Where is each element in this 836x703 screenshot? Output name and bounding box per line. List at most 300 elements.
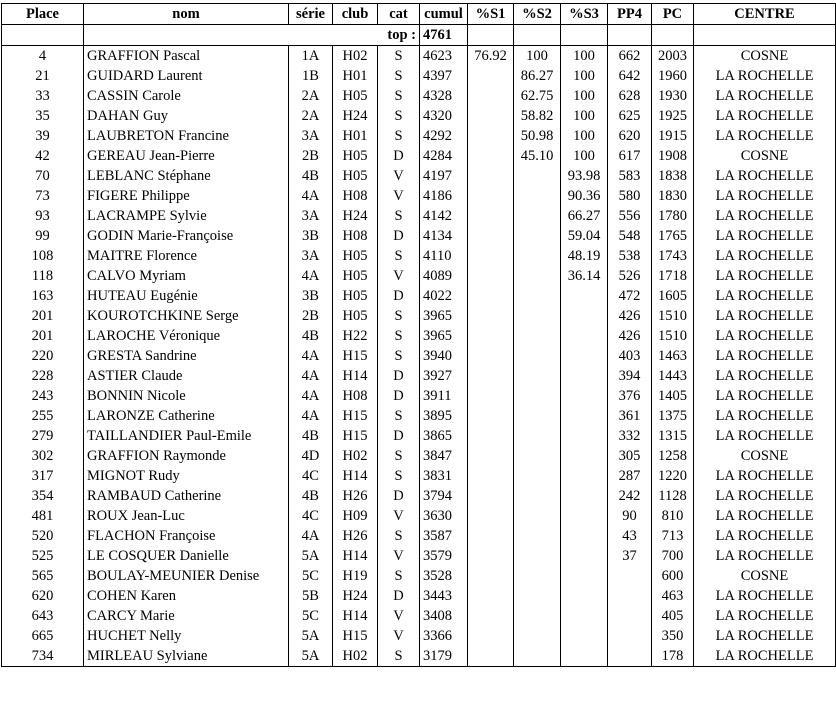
cell-serie: 5C xyxy=(289,566,333,586)
cell-centre: LA ROCHELLE xyxy=(694,626,836,646)
cell-cat: S xyxy=(378,126,420,146)
cell-s1 xyxy=(468,346,514,366)
table-row xyxy=(2,646,836,667)
cell-pc: 1315 xyxy=(652,426,694,446)
top-empty-cell xyxy=(694,25,836,46)
table-row xyxy=(2,206,836,226)
table-row xyxy=(2,586,836,606)
cell-club: H05 xyxy=(333,246,378,266)
cell-centre: LA ROCHELLE xyxy=(694,606,836,626)
cell-cumul: 3847 xyxy=(420,446,468,466)
cell-nom: FIGERE Philippe xyxy=(84,186,289,206)
cell-place: 99 xyxy=(2,226,84,246)
top-empty-cell xyxy=(468,25,514,46)
cell-nom: LAUBRETON Francine xyxy=(84,126,289,146)
cell-cat: S xyxy=(378,526,420,546)
cell-pc: 1780 xyxy=(652,206,694,226)
cell-s1 xyxy=(468,606,514,626)
table-row xyxy=(2,606,836,626)
cell-centre: LA ROCHELLE xyxy=(694,646,836,667)
cell-s1 xyxy=(468,166,514,186)
table-row xyxy=(2,466,836,486)
cell-pp4: 580 xyxy=(608,186,652,206)
cell-s2 xyxy=(514,366,561,386)
cell-s3 xyxy=(561,586,608,606)
cell-serie: 4A xyxy=(289,346,333,366)
cell-club: H01 xyxy=(333,126,378,146)
cell-cumul: 3528 xyxy=(420,566,468,586)
cell-s1 xyxy=(468,206,514,226)
table-row xyxy=(2,166,836,186)
cell-cat: S xyxy=(378,46,420,67)
cell-centre: LA ROCHELLE xyxy=(694,286,836,306)
cell-nom: BONNIN Nicole xyxy=(84,386,289,406)
cell-place: 4 xyxy=(2,46,84,67)
cell-cat: S xyxy=(378,566,420,586)
cell-pp4: 403 xyxy=(608,346,652,366)
cell-cumul: 3965 xyxy=(420,306,468,326)
cell-pp4: 43 xyxy=(608,526,652,546)
header-centre: CENTRE xyxy=(694,4,836,25)
cell-s3 xyxy=(561,526,608,546)
cell-s2 xyxy=(514,286,561,306)
cell-serie: 3A xyxy=(289,246,333,266)
cell-s3 xyxy=(561,386,608,406)
cell-s1: 76.92 xyxy=(468,46,514,67)
cell-centre: LA ROCHELLE xyxy=(694,346,836,366)
cell-serie: 4D xyxy=(289,446,333,466)
cell-cumul: 4134 xyxy=(420,226,468,246)
cell-cumul: 4186 xyxy=(420,186,468,206)
cell-place: 35 xyxy=(2,106,84,126)
cell-centre: LA ROCHELLE xyxy=(694,426,836,446)
table-row xyxy=(2,306,836,326)
cell-place: 73 xyxy=(2,186,84,206)
cell-cat: D xyxy=(378,286,420,306)
cell-club: H05 xyxy=(333,146,378,166)
table-row xyxy=(2,346,836,366)
table-row xyxy=(2,126,836,146)
cell-nom: LAROCHE Véronique xyxy=(84,326,289,346)
cell-s2 xyxy=(514,226,561,246)
cell-club: H24 xyxy=(333,206,378,226)
cell-centre: COSNE xyxy=(694,146,836,166)
table-row xyxy=(2,446,836,466)
cell-centre: LA ROCHELLE xyxy=(694,546,836,566)
cell-club: H02 xyxy=(333,446,378,466)
cell-nom: LE COSQUER Danielle xyxy=(84,546,289,566)
cell-pp4: 332 xyxy=(608,426,652,446)
cell-centre: LA ROCHELLE xyxy=(694,366,836,386)
cell-cumul: 4328 xyxy=(420,86,468,106)
cell-place: 302 xyxy=(2,446,84,466)
cell-s2 xyxy=(514,306,561,326)
cell-cat: D xyxy=(378,586,420,606)
cell-s3 xyxy=(561,506,608,526)
cell-s2: 50.98 xyxy=(514,126,561,146)
cell-cumul: 3408 xyxy=(420,606,468,626)
cell-cumul: 3940 xyxy=(420,346,468,366)
cell-s2 xyxy=(514,186,561,206)
table-row xyxy=(2,486,836,506)
cell-s3 xyxy=(561,646,608,667)
cell-place: 70 xyxy=(2,166,84,186)
cell-nom: CALVO Myriam xyxy=(84,266,289,286)
header-cat: cat xyxy=(378,4,420,25)
cell-pp4: 617 xyxy=(608,146,652,166)
cell-nom: GRAFFION Raymonde xyxy=(84,446,289,466)
top-empty-cell xyxy=(608,25,652,46)
cell-s2 xyxy=(514,326,561,346)
cell-s2 xyxy=(514,586,561,606)
cell-pp4: 628 xyxy=(608,86,652,106)
cell-pc: 178 xyxy=(652,646,694,667)
table-row xyxy=(2,226,836,246)
cell-centre: LA ROCHELLE xyxy=(694,206,836,226)
cell-place: 93 xyxy=(2,206,84,226)
cell-s1 xyxy=(468,566,514,586)
cell-centre: LA ROCHELLE xyxy=(694,66,836,86)
cell-centre: LA ROCHELLE xyxy=(694,406,836,426)
cell-cumul: 4397 xyxy=(420,66,468,86)
top-empty-cell xyxy=(561,25,608,46)
cell-place: 243 xyxy=(2,386,84,406)
cell-cat: S xyxy=(378,66,420,86)
cell-cat: V xyxy=(378,266,420,286)
cell-club: H08 xyxy=(333,226,378,246)
cell-centre: LA ROCHELLE xyxy=(694,186,836,206)
cell-s1 xyxy=(468,106,514,126)
cell-cat: S xyxy=(378,106,420,126)
table-row xyxy=(2,526,836,546)
cell-place: 21 xyxy=(2,66,84,86)
cell-cumul: 3927 xyxy=(420,366,468,386)
cell-place: 525 xyxy=(2,546,84,566)
cell-serie: 4A xyxy=(289,386,333,406)
cell-centre: LA ROCHELLE xyxy=(694,106,836,126)
cell-cat: S xyxy=(378,446,420,466)
cell-nom: MAITRE Florence xyxy=(84,246,289,266)
cell-s3: 66.27 xyxy=(561,206,608,226)
cell-nom: HUTEAU Eugénie xyxy=(84,286,289,306)
cell-centre: LA ROCHELLE xyxy=(694,466,836,486)
header-s2: %S2 xyxy=(514,4,561,25)
cell-serie: 4A xyxy=(289,526,333,546)
cell-pc: 1510 xyxy=(652,326,694,346)
cell-place: 42 xyxy=(2,146,84,166)
cell-s1 xyxy=(468,546,514,566)
cell-serie: 5A xyxy=(289,646,333,667)
header-pp4: PP4 xyxy=(608,4,652,25)
cell-club: H05 xyxy=(333,306,378,326)
cell-pp4: 526 xyxy=(608,266,652,286)
cell-s2: 45.10 xyxy=(514,146,561,166)
cell-s1 xyxy=(468,86,514,106)
cell-s3 xyxy=(561,466,608,486)
cell-s1 xyxy=(468,286,514,306)
cell-s2 xyxy=(514,346,561,366)
cell-pc: 1830 xyxy=(652,186,694,206)
table-row xyxy=(2,286,836,306)
cell-nom: CARCY Marie xyxy=(84,606,289,626)
cell-centre: LA ROCHELLE xyxy=(694,506,836,526)
cell-nom: DAHAN Guy xyxy=(84,106,289,126)
cell-pc: 1930 xyxy=(652,86,694,106)
top-row xyxy=(2,25,836,46)
cell-club: H02 xyxy=(333,646,378,667)
cell-pp4: 37 xyxy=(608,546,652,566)
cell-club: H26 xyxy=(333,486,378,506)
cell-s2 xyxy=(514,506,561,526)
cell-centre: LA ROCHELLE xyxy=(694,386,836,406)
cell-s2 xyxy=(514,386,561,406)
cell-place: 118 xyxy=(2,266,84,286)
cell-club: H05 xyxy=(333,86,378,106)
cell-club: H14 xyxy=(333,606,378,626)
cell-pp4: 361 xyxy=(608,406,652,426)
cell-cumul: 4292 xyxy=(420,126,468,146)
cell-s3: 100 xyxy=(561,46,608,67)
cell-s3: 59.04 xyxy=(561,226,608,246)
cell-centre: LA ROCHELLE xyxy=(694,126,836,146)
cell-cat: S xyxy=(378,466,420,486)
cell-centre: LA ROCHELLE xyxy=(694,226,836,246)
cell-pp4: 287 xyxy=(608,466,652,486)
cell-pc: 463 xyxy=(652,586,694,606)
cell-s3: 100 xyxy=(561,66,608,86)
cell-s3 xyxy=(561,486,608,506)
table-row xyxy=(2,186,836,206)
cell-nom: MIGNOT Rudy xyxy=(84,466,289,486)
table-row xyxy=(2,106,836,126)
cell-s3 xyxy=(561,606,608,626)
cell-s3: 100 xyxy=(561,146,608,166)
cell-club: H05 xyxy=(333,286,378,306)
cell-pp4: 538 xyxy=(608,246,652,266)
cell-centre: COSNE xyxy=(694,566,836,586)
cell-serie: 4B xyxy=(289,326,333,346)
cell-club: H19 xyxy=(333,566,378,586)
cell-nom: TAILLANDIER Paul-Emile xyxy=(84,426,289,446)
cell-nom: ASTIER Claude xyxy=(84,366,289,386)
cell-club: H24 xyxy=(333,586,378,606)
table-row xyxy=(2,46,836,67)
cell-pc: 810 xyxy=(652,506,694,526)
cell-s2 xyxy=(514,526,561,546)
cell-serie: 2B xyxy=(289,146,333,166)
cell-cumul: 3865 xyxy=(420,426,468,446)
cell-pp4: 426 xyxy=(608,326,652,346)
table-row xyxy=(2,426,836,446)
cell-s1 xyxy=(468,406,514,426)
cell-place: 220 xyxy=(2,346,84,366)
cell-s1 xyxy=(468,326,514,346)
cell-club: H05 xyxy=(333,266,378,286)
cell-serie: 4A xyxy=(289,406,333,426)
cell-s2 xyxy=(514,206,561,226)
cell-pp4 xyxy=(608,606,652,626)
cell-s1 xyxy=(468,186,514,206)
cell-club: H08 xyxy=(333,186,378,206)
cell-cat: S xyxy=(378,646,420,667)
cell-cat: S xyxy=(378,326,420,346)
cell-place: 565 xyxy=(2,566,84,586)
cell-cat: D xyxy=(378,146,420,166)
cell-club: H14 xyxy=(333,546,378,566)
cell-cumul: 3443 xyxy=(420,586,468,606)
cell-serie: 4C xyxy=(289,506,333,526)
cell-cat: S xyxy=(378,206,420,226)
cell-s3: 100 xyxy=(561,126,608,146)
header-pc: PC xyxy=(652,4,694,25)
cell-nom: LEBLANC Stéphane xyxy=(84,166,289,186)
cell-s2 xyxy=(514,166,561,186)
header-place: Place xyxy=(2,4,84,25)
cell-s1 xyxy=(468,486,514,506)
cell-s1 xyxy=(468,386,514,406)
cell-pc: 1765 xyxy=(652,226,694,246)
cell-serie: 4B xyxy=(289,426,333,446)
cell-centre: LA ROCHELLE xyxy=(694,526,836,546)
header-s3: %S3 xyxy=(561,4,608,25)
cell-serie: 1A xyxy=(289,46,333,67)
cell-pc: 2003 xyxy=(652,46,694,67)
cell-nom: LACRAMPE Sylvie xyxy=(84,206,289,226)
cell-s3 xyxy=(561,406,608,426)
cell-cat: V xyxy=(378,166,420,186)
cell-pp4: 548 xyxy=(608,226,652,246)
cell-s1 xyxy=(468,586,514,606)
cell-cumul: 3579 xyxy=(420,546,468,566)
cell-centre: LA ROCHELLE xyxy=(694,86,836,106)
cell-nom: GEREAU Jean-Pierre xyxy=(84,146,289,166)
cell-place: 734 xyxy=(2,646,84,667)
cell-pc: 700 xyxy=(652,546,694,566)
cell-cat: V xyxy=(378,626,420,646)
table-row xyxy=(2,566,836,586)
cell-s1 xyxy=(468,126,514,146)
cell-pp4: 376 xyxy=(608,386,652,406)
top-empty-cell xyxy=(514,25,561,46)
cell-serie: 4B xyxy=(289,486,333,506)
cell-pp4: 620 xyxy=(608,126,652,146)
cell-s2 xyxy=(514,446,561,466)
cell-serie: 5C xyxy=(289,606,333,626)
cell-place: 643 xyxy=(2,606,84,626)
cell-cat: V xyxy=(378,546,420,566)
cell-cat: D xyxy=(378,386,420,406)
cell-club: H09 xyxy=(333,506,378,526)
cell-serie: 4B xyxy=(289,166,333,186)
cell-centre: LA ROCHELLE xyxy=(694,166,836,186)
cell-place: 520 xyxy=(2,526,84,546)
cell-nom: GRAFFION Pascal xyxy=(84,46,289,67)
cell-s3 xyxy=(561,446,608,466)
cell-s3: 48.19 xyxy=(561,246,608,266)
cell-s3 xyxy=(561,306,608,326)
cell-pc: 1605 xyxy=(652,286,694,306)
cell-pc: 1258 xyxy=(652,446,694,466)
cell-s1 xyxy=(468,626,514,646)
cell-club: H02 xyxy=(333,46,378,67)
table-row xyxy=(2,366,836,386)
cell-s1 xyxy=(468,226,514,246)
cell-club: H14 xyxy=(333,466,378,486)
cell-s2 xyxy=(514,426,561,446)
cell-cumul: 4623 xyxy=(420,46,468,67)
cell-pp4 xyxy=(608,646,652,667)
table-row xyxy=(2,386,836,406)
cell-cumul: 4320 xyxy=(420,106,468,126)
cell-s2 xyxy=(514,646,561,667)
cell-centre: COSNE xyxy=(694,46,836,67)
cell-place: 279 xyxy=(2,426,84,446)
table-row xyxy=(2,626,836,646)
cell-cumul: 4142 xyxy=(420,206,468,226)
cell-cumul: 3630 xyxy=(420,506,468,526)
cell-pc: 1510 xyxy=(652,306,694,326)
cell-cumul: 4110 xyxy=(420,246,468,266)
cell-s1 xyxy=(468,446,514,466)
cell-pc: 1925 xyxy=(652,106,694,126)
cell-s2 xyxy=(514,606,561,626)
cell-pp4: 426 xyxy=(608,306,652,326)
cell-place: 354 xyxy=(2,486,84,506)
cell-cat: D xyxy=(378,486,420,506)
cell-s3 xyxy=(561,286,608,306)
cell-s3: 93.98 xyxy=(561,166,608,186)
cell-place: 481 xyxy=(2,506,84,526)
cell-nom: GODIN Marie-Françoise xyxy=(84,226,289,246)
cell-s2 xyxy=(514,566,561,586)
cell-nom: GUIDARD Laurent xyxy=(84,66,289,86)
header-s1: %S1 xyxy=(468,4,514,25)
cell-s3 xyxy=(561,326,608,346)
cell-s2 xyxy=(514,406,561,426)
cell-club: H14 xyxy=(333,366,378,386)
cell-s1 xyxy=(468,146,514,166)
cell-nom: LARONZE Catherine xyxy=(84,406,289,426)
cell-centre: LA ROCHELLE xyxy=(694,586,836,606)
cell-place: 163 xyxy=(2,286,84,306)
cell-s3 xyxy=(561,346,608,366)
cell-place: 39 xyxy=(2,126,84,146)
cell-nom: GRESTA Sandrine xyxy=(84,346,289,366)
cell-cat: S xyxy=(378,346,420,366)
cell-s1 xyxy=(468,66,514,86)
table-row xyxy=(2,406,836,426)
table-row xyxy=(2,146,836,166)
cell-pp4: 642 xyxy=(608,66,652,86)
cell-pc: 1128 xyxy=(652,486,694,506)
cell-place: 201 xyxy=(2,306,84,326)
results-table xyxy=(1,3,836,667)
cell-serie: 2A xyxy=(289,106,333,126)
table-row xyxy=(2,266,836,286)
cell-club: H24 xyxy=(333,106,378,126)
cell-cumul: 4284 xyxy=(420,146,468,166)
cell-pp4: 90 xyxy=(608,506,652,526)
cell-club: H01 xyxy=(333,66,378,86)
cell-centre: COSNE xyxy=(694,446,836,466)
cell-pc: 1960 xyxy=(652,66,694,86)
header-serie: série xyxy=(289,4,333,25)
cell-nom: COHEN Karen xyxy=(84,586,289,606)
cell-club: H15 xyxy=(333,626,378,646)
cell-nom: KOUROTCHKINE Serge xyxy=(84,306,289,326)
cell-s1 xyxy=(468,466,514,486)
cell-club: H26 xyxy=(333,526,378,546)
